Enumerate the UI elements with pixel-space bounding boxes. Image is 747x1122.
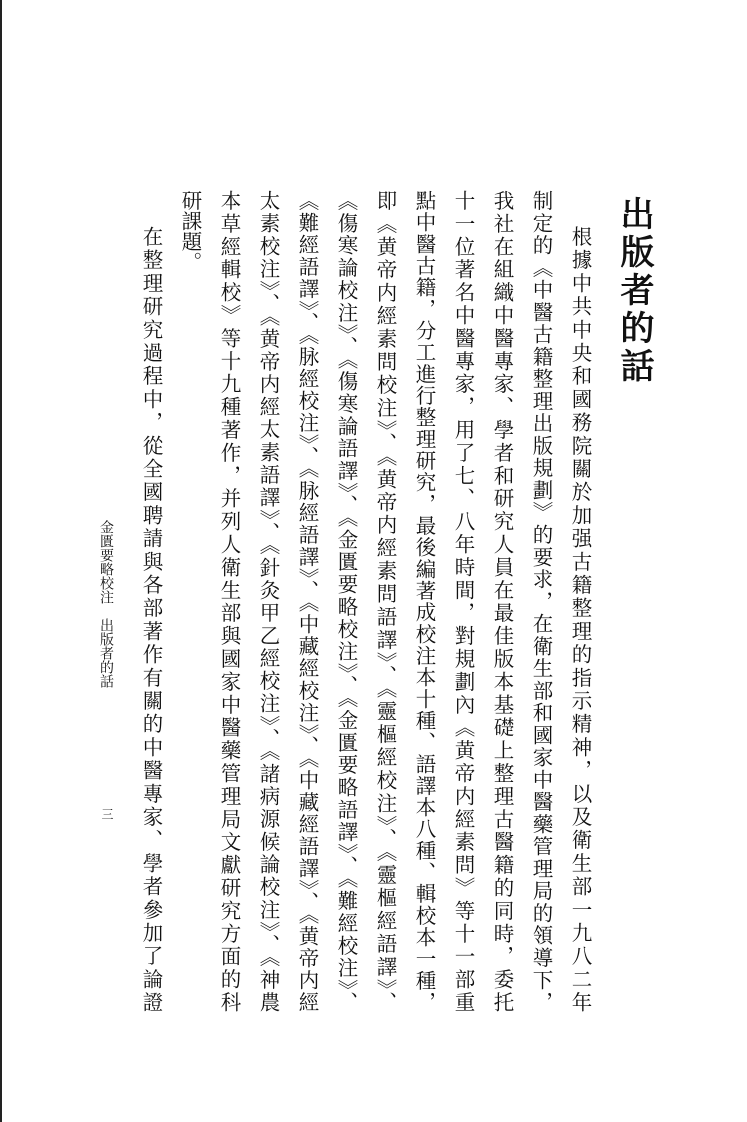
- text-column-10: 本草經輯校》等十九種著作，并列人衛生部與國家中醫藥管理局文獻研究方面的科: [217, 190, 241, 1012]
- text-column-11: 研課題。: [178, 190, 202, 272]
- text-column-4: 十一位著名中醫專家，用了七、八年時間，對規劃內《黄帝内經素問》等十一部重: [451, 190, 475, 1012]
- text-column-8: 《難經語譯》、《脉經校注》、《脉經語譯》、《中藏經校注》、《中藏經語譯》、《黄帝内經: [295, 190, 319, 1012]
- page-title: 出版者的話: [614, 196, 654, 386]
- text-column-7: 《傷寒論校注》、《傷寒論語譯》、《金匱要略校注》、《金匱要略語譯》、《難經校注》、: [334, 190, 358, 1012]
- text-column-1: 根據中共中央和國務院關於加强古籍整理的指示精神，以及衛生部一九八二年: [568, 226, 592, 1012]
- page-number: 三: [100, 808, 114, 820]
- text-column-5: 點中醫古籍，分工進行整理研究，最後編著成校注本十種、語譯本八種、輯校本一種，: [412, 190, 436, 1012]
- text-column-12: 在整理研究過程中，從全國聘請與各部著作有關的中醫專家、學者參加了論證: [139, 226, 163, 1012]
- text-column-9: 太素校注》、《黄帝内經太素語譯》、《針灸甲乙經校注》、《諸病源候論校注》、《神農: [256, 190, 280, 1012]
- text-column-6: 即《黄帝内經素問校注》、《黄帝内經素問語譯》、《靈樞經校注》、《靈樞經語譯》、: [373, 190, 397, 1012]
- page-edge-line: [0, 0, 2, 1122]
- text-column-2: 制定的《中醫古籍整理出版規劃》的要求，在衛生部和國家中醫藥管理局的領導下，: [529, 190, 553, 1012]
- text-column-3: 我社在組織中醫專家、學者和研究人員在最佳版本基礎上整理古醫籍的同時，委托: [490, 190, 514, 1012]
- running-footer: 金匱要略校注 出版者的話: [98, 520, 114, 688]
